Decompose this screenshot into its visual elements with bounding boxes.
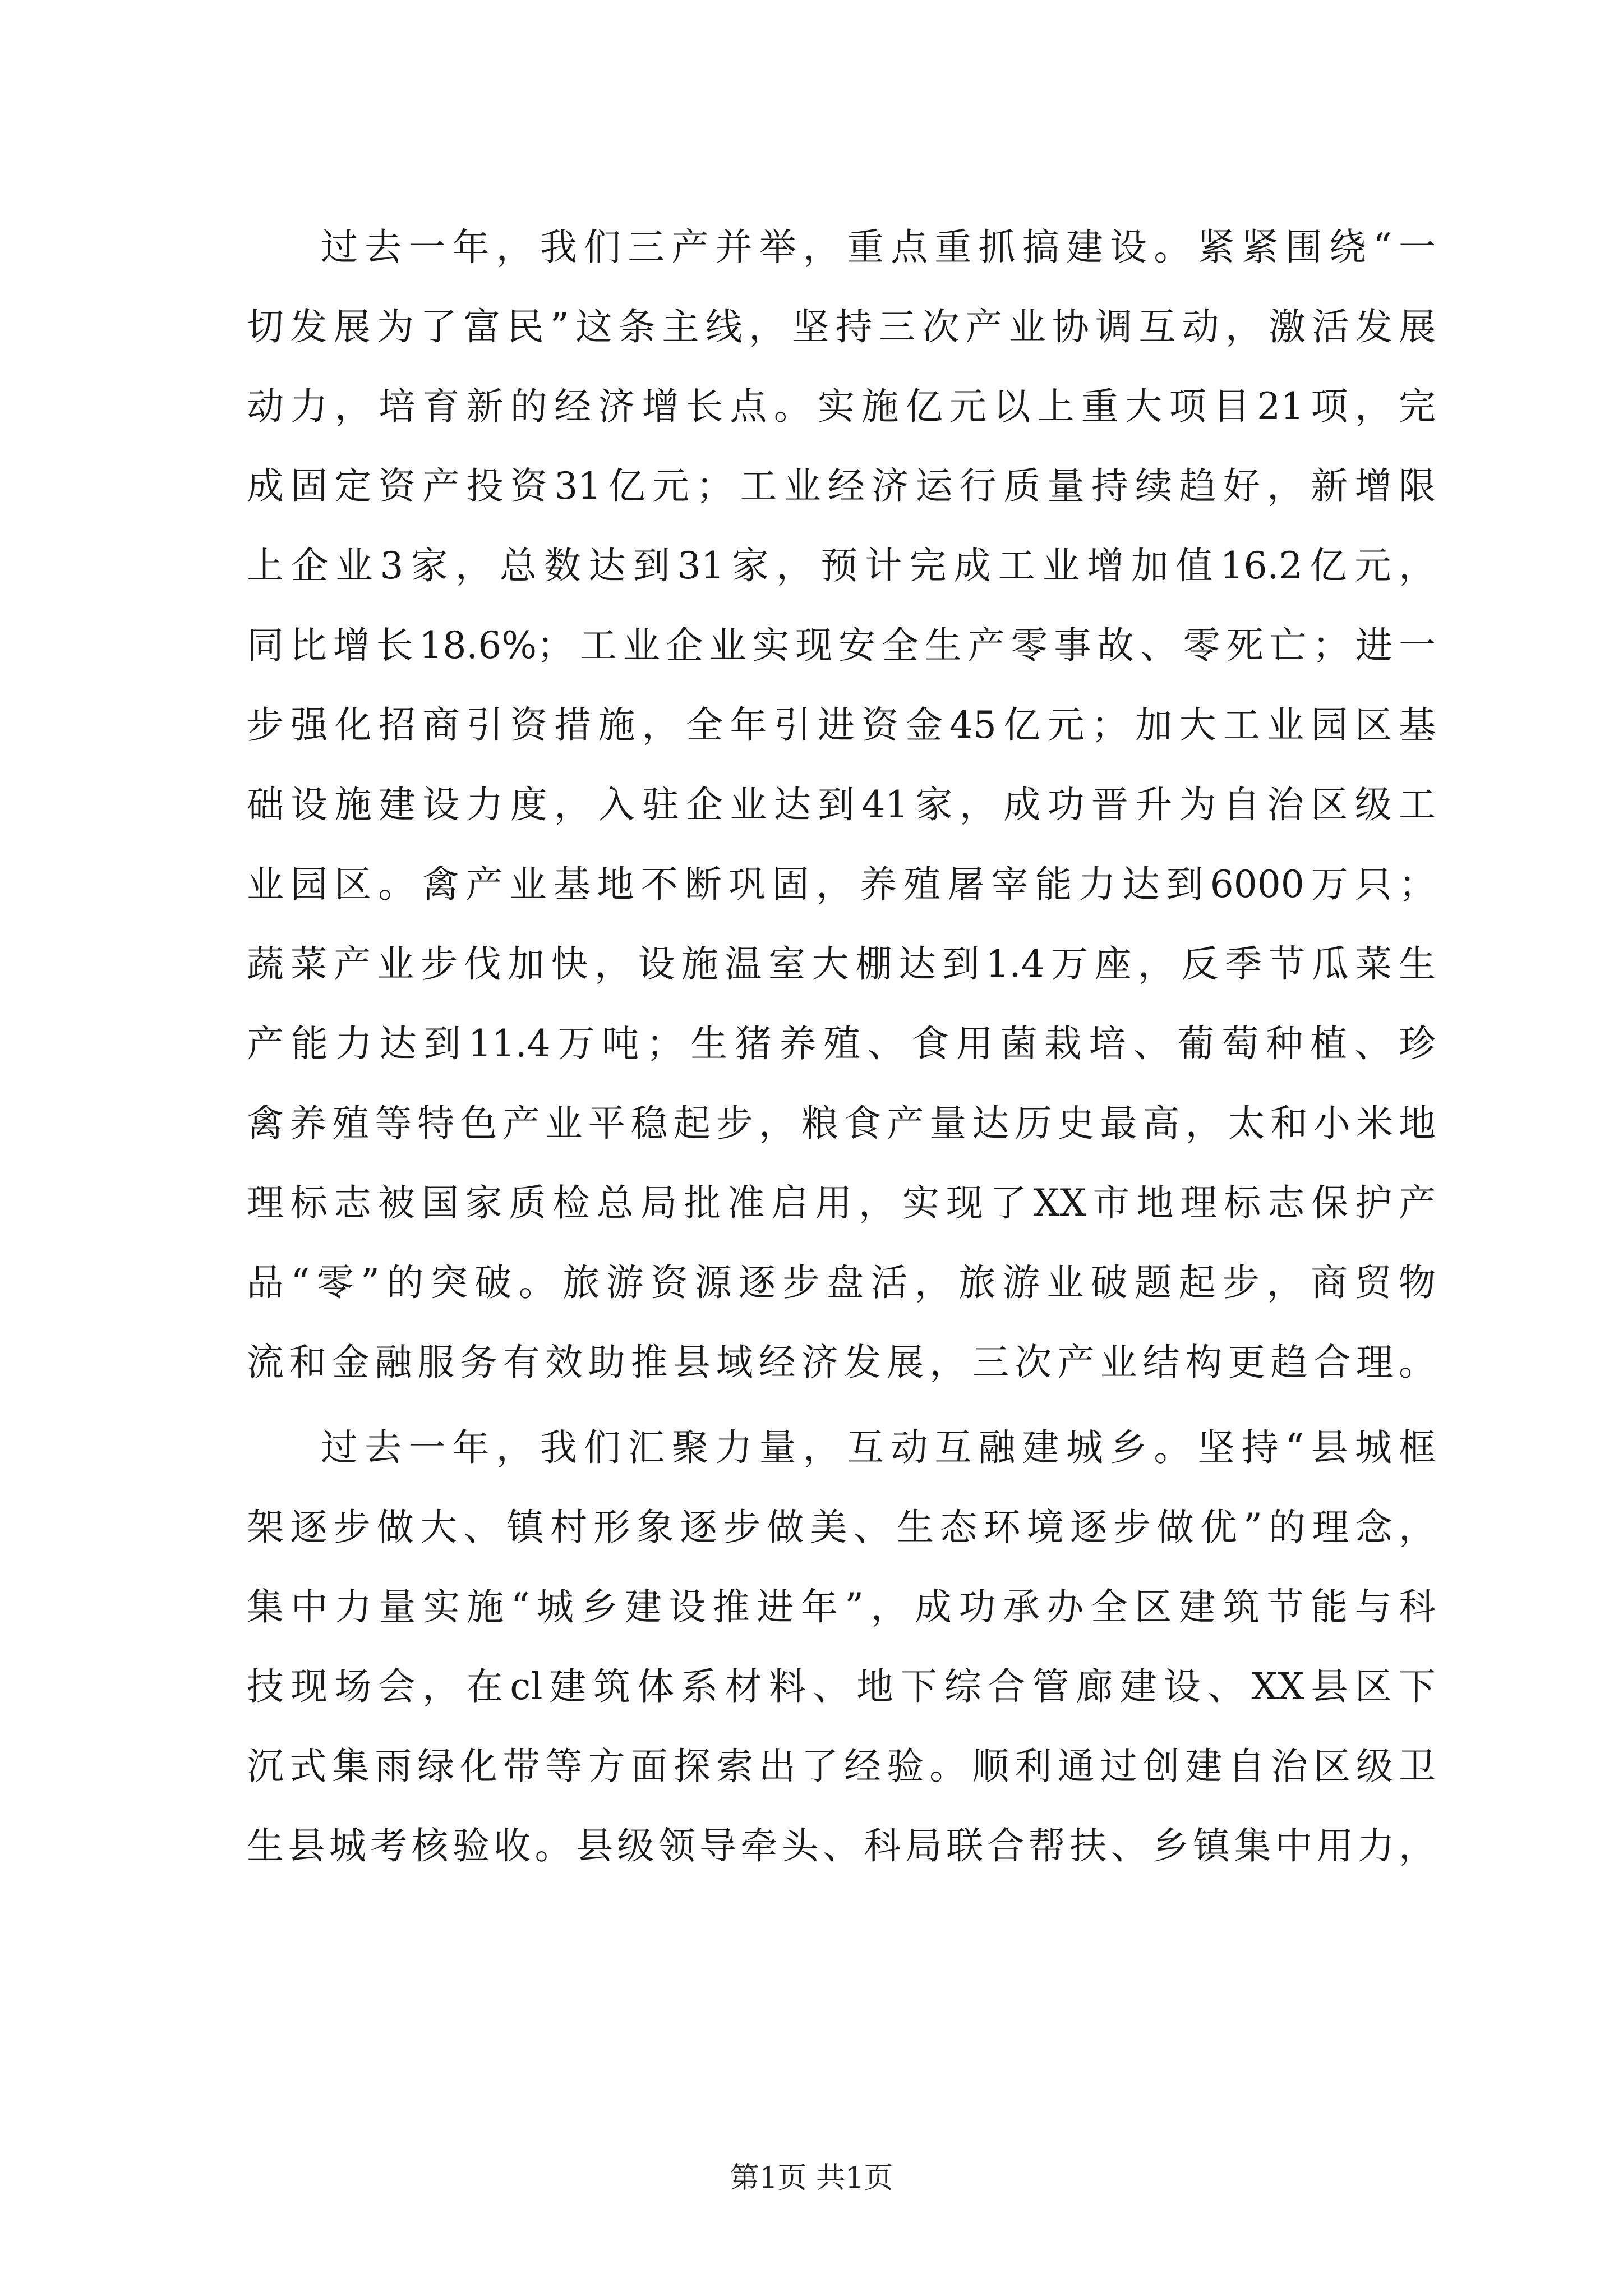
paragraph-gap (247, 1402, 1436, 1408)
paragraph (247, 1408, 1436, 1886)
text-line: 业园区。禽产业基地不断巩固，养殖屠宰能力达到6000万只； (247, 863, 1436, 906)
text-line: 础设施建设力度，入驻企业达到41家，成功晋升为自治区级工 (247, 783, 1436, 826)
page-footer: 第1页 共1页 (730, 2161, 893, 2195)
text-line: 过去一年，我们三产并举，重点重抓搞建设。紧紧围绕“一 (321, 226, 1436, 269)
text-line: 动力，培育新的经济增长点。实施亿元以上重大项目21项，完 (247, 385, 1436, 428)
text-line: 禽养殖等特色产业平稳起步，粮食产量达历史最高，太和小米地 (247, 1102, 1436, 1145)
text-line: 蔬菜产业步伐加快，设施温室大棚达到1.4万座，反季节瓜菜生 (247, 942, 1436, 986)
text-line: 流和金融服务有效助推县域经济发展，三次产业结构更趋合理。 (247, 1341, 1436, 1384)
text-line: 上企业3家，总数达到31家，预计完成工业增加值16.2亿元， (247, 544, 1436, 587)
text-line: 产能力达到11.4万吨；生猪养殖、食用菌栽培、葡萄种植、珍 (247, 1022, 1436, 1065)
text-line: 生县城考核验收。县级领导牵头、科局联合帮扶、乡镇集中用力， (247, 1824, 1436, 1867)
text-line: 切发展为了富民”这条主线，坚持三次产业协调互动，激活发展 (247, 305, 1436, 348)
document-body (247, 208, 1436, 1886)
text-line: 理标志被国家质检总局批准启用，实现了XX市地理标志保护产 (247, 1181, 1436, 1225)
text-line: 集中力量实施“城乡建设推进年”，成功承办全区建筑节能与科 (247, 1585, 1436, 1628)
text-line: 品“零”的突破。旅游资源逐步盘活，旅游业破题起步，商贸物 (247, 1261, 1436, 1304)
text-line: 同比增长18.6%；工业企业实现安全生产零事故、零死亡；进一 (247, 624, 1436, 667)
text-line: 步强化招商引资措施，全年引进资金45亿元；加大工业园区基 (247, 703, 1436, 747)
text-line: 过去一年，我们汇聚力量，互动互融建城乡。坚持“县城框 (321, 1426, 1436, 1469)
text-line: 沉式集雨绿化带等方面探索出了经验。顺利通过创建自治区级卫 (247, 1745, 1436, 1788)
text-line: 技现场会，在cl建筑体系材料、地下综合管廊建设、XX县区下 (247, 1665, 1436, 1708)
paragraph (247, 208, 1436, 1402)
text-line: 成固定资产投资31亿元；工业经济运行质量持续趋好，新增限 (247, 464, 1436, 508)
text-line: 架逐步做大、镇村形象逐步做美、生态环境逐步做优”的理念， (247, 1506, 1436, 1549)
